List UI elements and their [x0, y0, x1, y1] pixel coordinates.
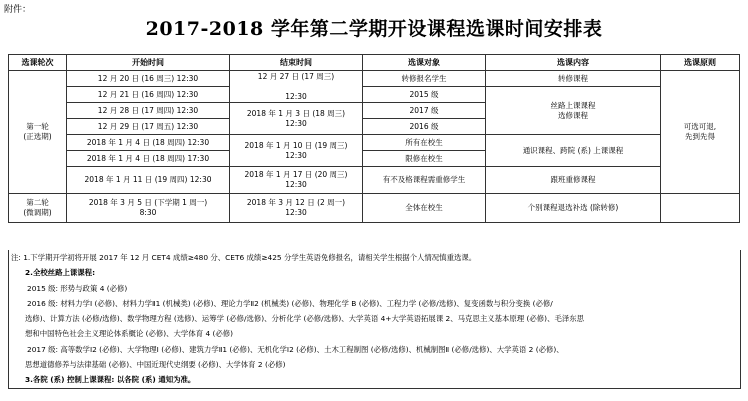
- note-2: 2.全校丝路上课课程:: [25, 268, 96, 278]
- content: 通识课程、跨院 (系) 上课课程: [486, 135, 661, 167]
- table-row: [9, 194, 740, 223]
- attachment-label: 附件：: [4, 5, 32, 15]
- round1-name: 第一轮: [26, 122, 49, 131]
- header-principle: 选课原则: [661, 55, 740, 71]
- header-start-time: 开始时间: [67, 55, 230, 71]
- start-time: 2018 年 3 月 5 日 (下学期 1 周一) 8:30: [67, 194, 230, 223]
- start-time: 12 月 21 日 (16 周四) 12:30: [67, 87, 230, 103]
- end-time: 12 月 27 日 (17 周三) 12:30: [230, 71, 363, 103]
- target: 限修在校生: [363, 151, 486, 167]
- round1-sub: (正选期): [23, 132, 52, 141]
- header-end-time: 结束时间: [230, 55, 363, 71]
- header-content: 选课内容: [486, 55, 661, 71]
- target: 全体在校生: [363, 194, 486, 223]
- target: 所有在校生: [363, 135, 486, 151]
- table-row: [9, 135, 740, 151]
- content: 丝路上课课程 选修课程: [486, 87, 661, 135]
- start-time: 2018 年 1 月 4 日 (18 周四) 17:30: [67, 151, 230, 167]
- end-time: 2018 年 1 月 17 日 (20 周三) 12:30: [230, 167, 363, 194]
- content: 转修课程: [486, 71, 661, 87]
- note-2016-line2: 选修)、计算方法 (必修/选修)、数学物理方程 (选修)、运筹学 (必修/选修)、分析化学 (必修/选修)、大学英语 4+大学英语拓展课 2、马克思主义基本原理 (必修)、毛泽东思: [25, 314, 585, 324]
- round1-cell: [9, 71, 67, 194]
- start-time: 12 月 20 日 (16 周三) 12:30: [67, 71, 230, 87]
- note-3: 3.各院 (系) 控制上课课程: 以各院 (系) 通知为准。: [25, 375, 196, 385]
- note-2017-line2: 思想道德修养与法律基础 (必修)、中国近现代史纲要 (必修)、大学体育 2 (必修): [25, 360, 286, 370]
- principle-cell: [661, 194, 740, 223]
- table-row: [9, 71, 740, 87]
- table-header-row: [9, 55, 740, 71]
- content: 跟班重修课程: [486, 167, 661, 194]
- note-2016-line1: 2016 级: 材料力学Ⅰ (必修)、材料力学Ⅱ1 (机械类) (必修)、理论力学Ⅱ2 (机械类) (必修)、物理化学 B (必修)、工程力学 (必修/选修)、复变函数与积分变换 (必修/: [27, 298, 553, 308]
- end-time: 2018 年 3 月 12 日 (2 周一) 12:30: [230, 194, 363, 223]
- target: 转修报名学生: [363, 71, 486, 87]
- end-time: 2018 年 1 月 10 日 (19 周三) 12:30: [230, 135, 363, 167]
- table-row: [9, 167, 740, 194]
- page-title: 2017-2018 学年第二学期开设课程选课时间安排表: [145, 18, 603, 40]
- note-2015: 2015 级: 形势与政策 4 (必修): [27, 283, 128, 293]
- start-time: 12 月 29 日 (17 周五) 12:30: [67, 119, 230, 135]
- schedule-table: [8, 54, 740, 223]
- header-target: 选课对象: [363, 55, 486, 71]
- header-round: 选课轮次: [9, 55, 67, 71]
- target: 2015 级: [363, 87, 486, 103]
- note-2016-line3: 想和中国特色社会主义理论体系概论 (必修)、大学体育 4 (必修): [25, 329, 234, 339]
- end-time: 2018 年 1 月 3 日 (18 周三) 12:30: [230, 103, 363, 135]
- start-time: 12 月 28 日 (17 周四) 12:30: [67, 103, 230, 119]
- note-2017-line1: 2017 级: 高等数学Ⅰ2 (必修)、大学物理Ⅰ (必修)、建筑力学Ⅱ1 (必修)、无机化学Ⅰ2 (必修)、土木工程制图 (必修/选修)、机械制图Ⅱ (必修/选修)、大学英语 2 (必修)、: [27, 344, 564, 354]
- notes-block: [8, 250, 741, 389]
- target: 2016 级: [363, 119, 486, 135]
- target: 2017 级: [363, 103, 486, 119]
- table-row: [9, 87, 740, 103]
- start-time: 2018 年 1 月 11 日 (19 周四) 12:30: [67, 167, 230, 194]
- start-time: 2018 年 1 月 4 日 (18 周四) 12:30: [67, 135, 230, 151]
- content: 个别课程退选补选 (除转修): [486, 194, 661, 223]
- round2-cell: 第二轮 (微调期): [9, 194, 67, 223]
- target: 有不及格课程需重修学生: [363, 167, 486, 194]
- principle-cell: 可选可退, 先到先得: [661, 71, 740, 194]
- note-1: 注: 1.下学期开学初将开展 2017 年 12 月 CET4 成绩≥480 分、CET6 成绩≥425 分学生英语免修报名，请相关学生根据个人情况慎重选课。: [11, 253, 477, 262]
